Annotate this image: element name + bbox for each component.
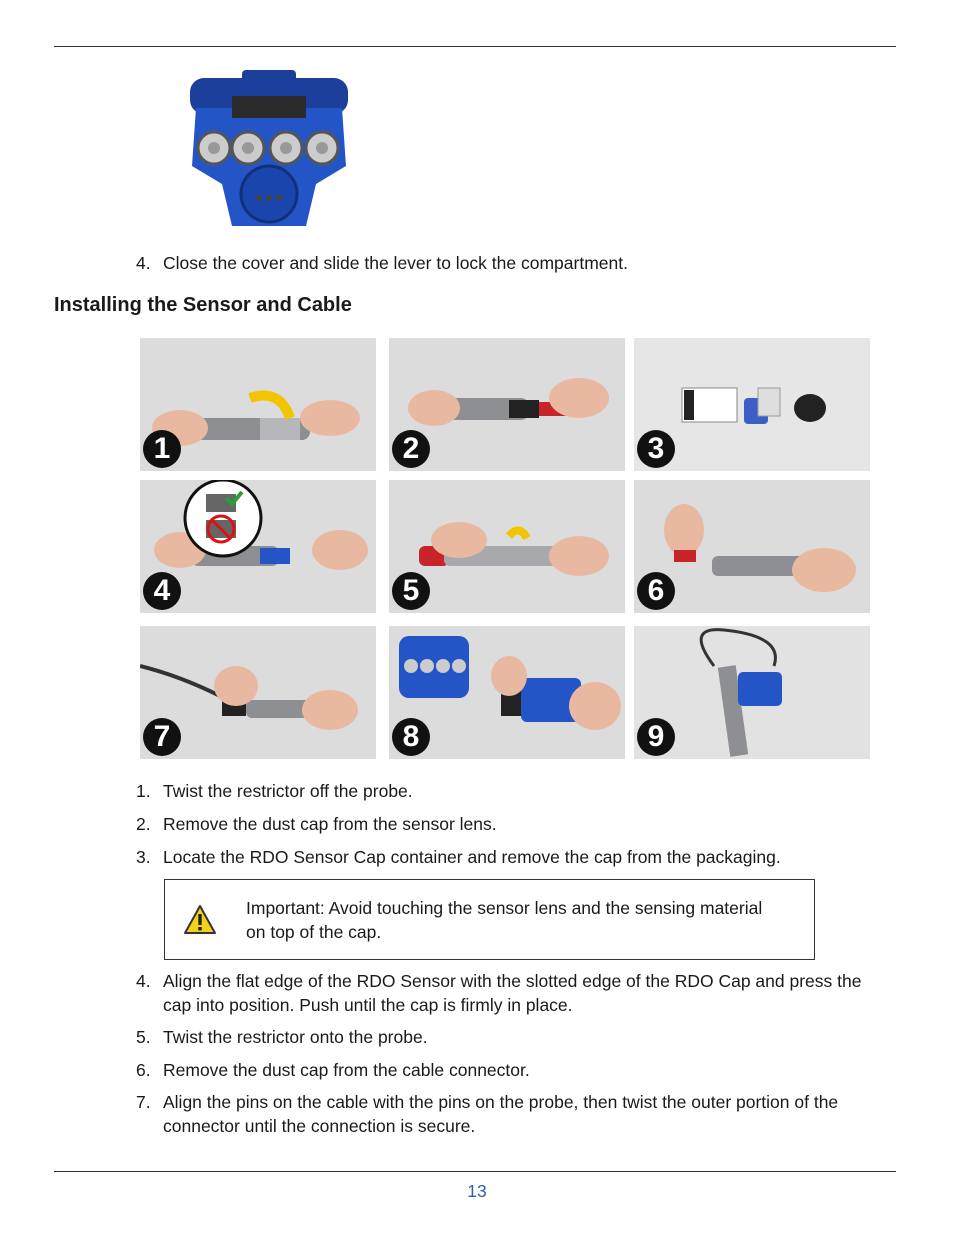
warning-icon xyxy=(183,904,217,936)
photo-step-5 xyxy=(389,480,625,613)
step-badge: 7 xyxy=(143,718,181,756)
step-number: 5. xyxy=(136,1027,151,1047)
step-text: Twist the restrictor off the probe. xyxy=(163,781,413,801)
step-badge: 6 xyxy=(637,572,675,610)
step-number: 7. xyxy=(136,1092,151,1112)
step-badge: 1 xyxy=(143,430,181,468)
photo-step-3 xyxy=(634,338,870,471)
step-text: Remove the dust cap from the cable connector. xyxy=(163,1060,530,1080)
photo-step-1 xyxy=(140,338,376,471)
step-text: Twist the restrictor onto the probe. xyxy=(163,1027,428,1047)
section-heading: Installing the Sensor and Cable xyxy=(54,294,352,316)
footer-rule xyxy=(54,1171,896,1172)
step-text: Close the cover and slide the lever to lock the compartment. xyxy=(163,253,628,273)
step-number: 1. xyxy=(136,781,151,801)
step-number: 3. xyxy=(136,847,151,867)
step-text: Locate the RDO Sensor Cap container and remove the cap from the packaging. xyxy=(163,847,781,867)
step-badge: 3 xyxy=(637,430,675,468)
important-note-box xyxy=(164,879,815,960)
important-note-text: Important: Avoid touching the sensor lens and the sensing material on top of the cap. xyxy=(246,898,763,942)
step-text: Align the flat edge of the RDO Sensor with the slotted edge of the RDO Cap and press the cap into position. Push until the cap is firmly in place. xyxy=(163,971,862,1015)
photo-step-7 xyxy=(140,626,376,759)
step-number: 4. xyxy=(136,253,151,273)
step-text: Remove the dust cap from the sensor lens. xyxy=(163,814,497,834)
step-badge: 5 xyxy=(392,572,430,610)
step-badge: 2 xyxy=(392,430,430,468)
step-badge: 8 xyxy=(392,718,430,756)
photo-step-9 xyxy=(634,626,870,759)
step-badge: 4 xyxy=(143,572,181,610)
photo-step-8 xyxy=(389,626,625,759)
step-number: 2. xyxy=(136,814,151,834)
page-number: 13 xyxy=(467,1181,487,1201)
photo-step-6 xyxy=(634,480,870,613)
battery-compartment-photo xyxy=(186,66,352,232)
step-badge: 9 xyxy=(637,718,675,756)
photo-step-2 xyxy=(389,338,625,471)
step-text: Align the pins on the cable with the pins on the probe, then twist the outer portion of the connector until the connection is secure. xyxy=(163,1092,839,1136)
photo-step-4 xyxy=(140,480,376,613)
step-number: 4. xyxy=(136,971,151,991)
header-rule xyxy=(54,46,896,47)
step-number: 6. xyxy=(136,1060,151,1080)
